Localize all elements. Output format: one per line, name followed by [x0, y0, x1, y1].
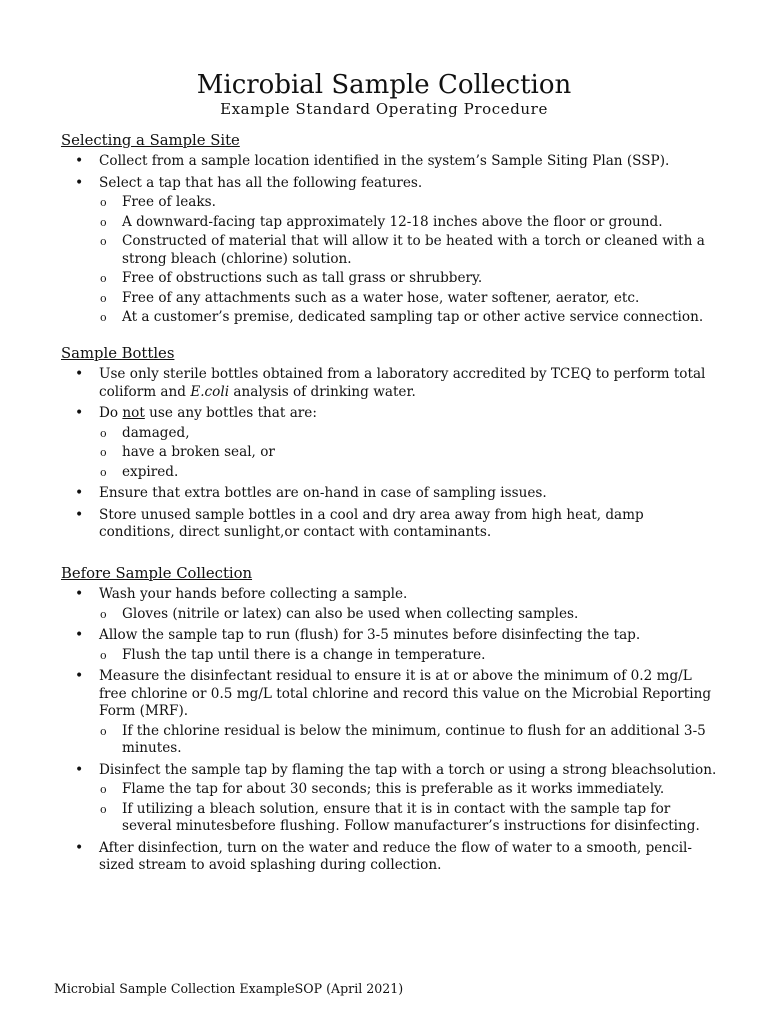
list-item — [61, 627, 721, 664]
bullet-text: Select a tap that has all the following features. — [99, 174, 423, 191]
sub-list — [99, 781, 721, 836]
sub-list-item: o Gloves (nitrile or latex) can also be used when collecting samples. — [99, 606, 721, 624]
bullet-text: Allow the sample tap to run (flush) for 3-5 minutes before disinfecting the tap. — [99, 627, 641, 643]
sub-list-item: o If the chlorine residual is below the minimum, continue to flush for an additional 3-5 minutes. — [99, 723, 721, 758]
not-underlined-text: not — [122, 405, 145, 421]
sub-list-item: o Free of leaks. — [99, 194, 721, 212]
section-sample-bottles — [61, 344, 721, 546]
sub-list — [99, 425, 721, 482]
bullet-text: Measure the disinfectant residual to ensure it is at or above the minimum of 0.2 mg/L free chlorine or 0.5 mg/L total chlorine and record this value on the Microbial Reporting Form (MRF). — [99, 668, 712, 719]
sub-list — [99, 194, 721, 327]
list-item — [61, 586, 721, 623]
bullet-list — [61, 366, 721, 542]
list-item — [61, 762, 721, 836]
bullet-text: Do — [99, 405, 123, 421]
sub-list-item: o Free of obstructions such as tall grass or shrubbery. — [99, 270, 721, 288]
bullet-text: Use only sterile bottles obtained from a laboratory accredited by TCEQ to perform total coliform and — [99, 366, 706, 400]
page-title: Microbial Sample Collection — [196, 70, 572, 100]
sub-list — [99, 606, 721, 624]
list-item — [61, 366, 721, 401]
sub-list — [99, 723, 721, 758]
sub-list-item: o If utilizing a bleach solution, ensure that it is in contact with the sample tap for several minutesbefore flushing. Follow manufacturer’s instructions for disinfecting. — [99, 801, 721, 836]
list-item — [61, 840, 721, 875]
bullet-list — [61, 586, 721, 875]
bullet-text: Ensure that extra bottles are on-hand in case of sampling issues. — [99, 485, 547, 501]
ecoli-italic-text: E.coli — [190, 383, 230, 400]
section-before-sample-collection — [61, 564, 721, 879]
sub-list-item: o At a customer’s premise, dedicated sampling tap or other active service connection. — [99, 309, 721, 327]
sub-list-item: o have a broken seal, or — [99, 444, 721, 462]
list-item — [61, 175, 721, 327]
page-footer: Microbial Sample Collection ExampleSOP (April 2021) — [54, 981, 404, 996]
sub-list — [99, 647, 721, 665]
bullet-text: use any bottles that are: — [144, 405, 317, 421]
sub-list-item: o A downward-facing tap approximately 12-18 inches above the floor or ground. — [99, 214, 721, 232]
bullet-text: Wash your hands before collecting a sample. — [99, 586, 408, 602]
bullet-text: Collect from a sample location identified in the system’s Sample Siting Plan (SSP). — [99, 153, 670, 169]
sub-list-item: o Constructed of material that will allow it to be heated with a torch or cleaned with a strong bleach (chlorine) solution. — [99, 233, 721, 268]
section-selecting-sample-site — [61, 131, 721, 331]
list-item — [61, 668, 721, 758]
sub-list-item: o Free of any attachments such as a water hose, water softener, aerator, etc. — [99, 290, 721, 308]
list-item — [61, 405, 721, 481]
sub-list-item: o Flush the tap until there is a change in temperature. — [99, 647, 721, 665]
list-item — [61, 507, 721, 542]
bullet-text: Disinfect the sample tap by flaming the tap with a torch or using a strong bleachsolution. — [99, 761, 717, 778]
page-subtitle: Example Standard Operating Procedure — [220, 100, 548, 118]
list-item — [61, 485, 721, 503]
bullet-text: Store unused sample bottles in a cool and dry area away from high heat, damp conditions, direct sunlight,or contact with contaminants. — [99, 506, 644, 540]
section-heading: Selecting a Sample Site — [61, 132, 240, 149]
bullet-text: After disinfection, turn on the water and reduce the flow of water to a smooth, pencil-sized stream to avoid splashing during collection. — [99, 839, 692, 873]
list-item — [61, 153, 721, 171]
bullet-list — [61, 153, 721, 327]
bullet-text: analysis of drinking water. — [229, 383, 416, 400]
section-heading: Sample Bottles — [61, 345, 175, 362]
sub-list-item: o Flame the tap for about 30 seconds; this is preferable as it works immediately. — [99, 781, 721, 799]
sub-list-item: o damaged, — [99, 425, 721, 443]
section-heading: Before Sample Collection — [61, 565, 253, 582]
sub-list-item: o expired. — [99, 464, 721, 482]
